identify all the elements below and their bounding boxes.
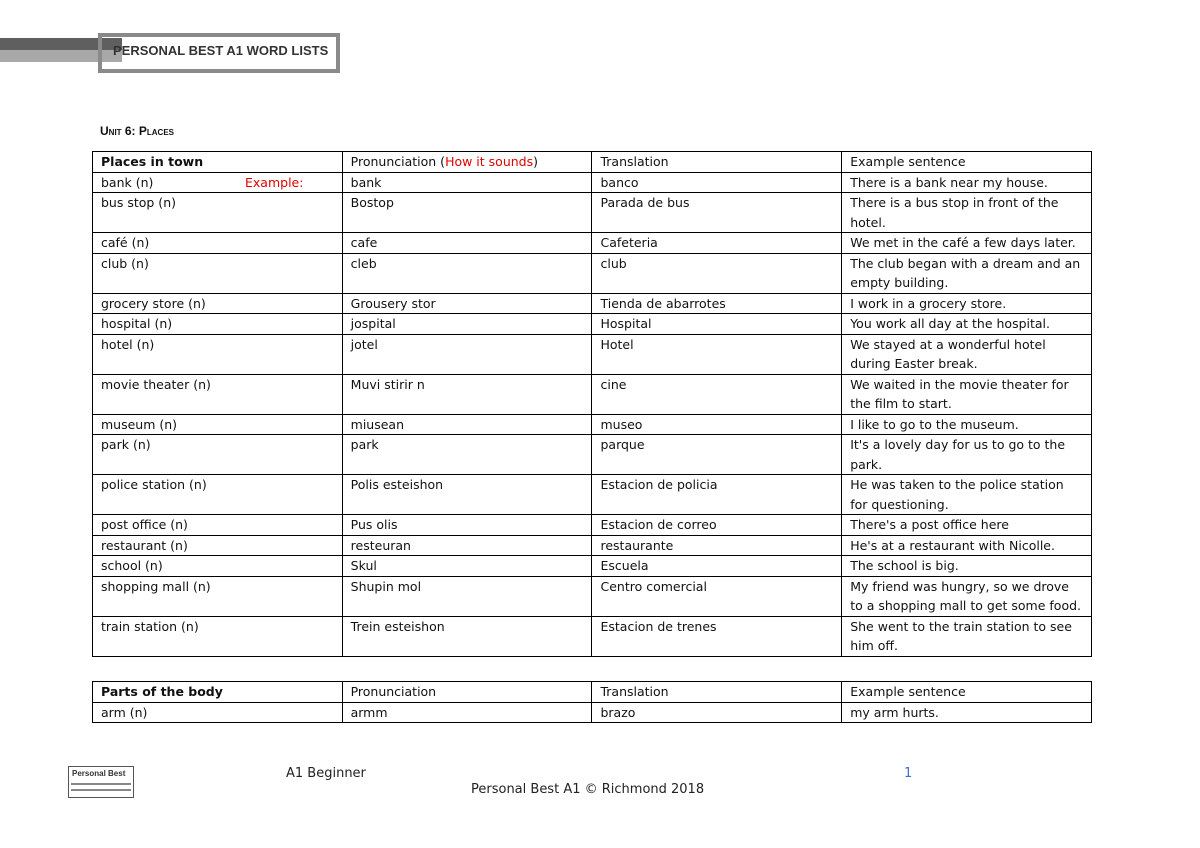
cell-text: club xyxy=(600,255,627,271)
header-cell: Example sentence xyxy=(842,152,1092,173)
table-cell xyxy=(592,233,842,254)
cell-text: We waited in the movie theater for the film to start. xyxy=(850,376,1069,411)
table-cell xyxy=(93,576,343,616)
cell-text: cleb xyxy=(350,255,377,271)
header-cell xyxy=(342,152,592,173)
logo-text: Personal Best xyxy=(72,769,126,778)
table-cell xyxy=(842,515,1092,536)
example-label: Example: xyxy=(245,174,304,190)
cell-text: police station (n) xyxy=(101,477,207,492)
cell-text: Estacion de trenes xyxy=(600,618,717,634)
table-row xyxy=(93,616,1092,656)
table-row xyxy=(93,374,1092,414)
cell-text: arm (n) xyxy=(101,704,148,720)
table-cell xyxy=(592,193,842,233)
cell-text: Trein esteishon xyxy=(350,618,445,634)
table-row xyxy=(93,172,1092,193)
cell-text: Cafeteria xyxy=(600,235,658,250)
table-cell xyxy=(93,334,343,374)
table-cell xyxy=(592,172,842,193)
table-row xyxy=(93,435,1092,475)
table-cell xyxy=(93,515,343,536)
cell-text: cafe xyxy=(350,235,378,250)
table-cell xyxy=(342,475,592,515)
table-cell xyxy=(342,435,592,475)
table-row xyxy=(93,253,1092,293)
table-cell xyxy=(592,515,842,536)
table-cell xyxy=(93,193,343,233)
cell-text: Polis esteishon xyxy=(350,477,444,492)
table-cell xyxy=(592,253,842,293)
table-cell xyxy=(842,535,1092,556)
table-cell xyxy=(842,616,1092,656)
table-cell xyxy=(592,293,842,314)
cell-text: hotel (n) xyxy=(101,336,155,352)
cell-text: I work in a grocery store. xyxy=(850,295,1007,311)
cell-text: movie theater (n) xyxy=(101,376,211,392)
table-cell xyxy=(93,616,343,656)
cell-text: miusean xyxy=(350,416,405,432)
cell-text: The club began with a dream and an empty building. xyxy=(850,255,1081,290)
table-cell xyxy=(842,233,1092,254)
cell-text: Hotel xyxy=(600,336,634,352)
table-cell xyxy=(342,556,592,577)
cell-text: restaurant (n) xyxy=(101,537,188,553)
footer-copyright: Personal Best A1 © Richmond 2018 xyxy=(471,782,705,797)
table-cell xyxy=(342,374,592,414)
table-header-row xyxy=(93,152,1092,173)
table-row xyxy=(93,334,1092,374)
table-cell xyxy=(342,334,592,374)
table-row xyxy=(93,702,1092,723)
cell-text: We met in the café a few days later. xyxy=(850,235,1076,250)
cell-text: cine xyxy=(600,376,627,392)
table-cell xyxy=(592,435,842,475)
table-cell xyxy=(842,314,1092,335)
cell-text: parque xyxy=(600,437,645,452)
cell-text: jotel xyxy=(350,336,378,352)
table-cell xyxy=(93,475,343,515)
cell-text: bank (n) xyxy=(101,174,154,190)
table-cell xyxy=(342,702,592,723)
cell-text: brazo xyxy=(600,704,636,720)
cell-text: club (n) xyxy=(101,255,149,271)
cell-text: park (n) xyxy=(101,437,151,452)
table-cell xyxy=(592,374,842,414)
table-cell xyxy=(93,293,343,314)
table-cell xyxy=(842,435,1092,475)
table-cell xyxy=(93,414,343,435)
cell-text: There is a bank near my house. xyxy=(850,174,1048,190)
cell-text: Pus olis xyxy=(350,517,398,532)
header-cell: Parts of the body xyxy=(93,682,343,703)
cell-text: post office (n) xyxy=(101,517,188,532)
table-cell xyxy=(592,556,842,577)
document-title: PERSONAL BEST A1 WORD LISTS xyxy=(113,43,329,58)
table-cell xyxy=(592,576,842,616)
cell-text: Estacion de policia xyxy=(600,477,718,492)
table-cell xyxy=(842,414,1092,435)
table-cell xyxy=(342,515,592,536)
table-row xyxy=(93,535,1092,556)
cell-text: train station (n) xyxy=(101,618,199,634)
body-parts-table xyxy=(92,681,1092,723)
table-cell xyxy=(842,556,1092,577)
table-cell xyxy=(842,293,1092,314)
table-cell xyxy=(93,314,343,335)
cell-text: hospital (n) xyxy=(101,316,173,331)
table-row xyxy=(93,414,1092,435)
table-cell xyxy=(342,616,592,656)
table-cell xyxy=(93,556,343,577)
cell-text: I like to go to the museum. xyxy=(850,416,1019,432)
header-cell: Translation xyxy=(592,682,842,703)
header-cell: Example sentence xyxy=(842,682,1092,703)
table-cell xyxy=(93,435,343,475)
header-cell: Pronunciation xyxy=(342,682,592,703)
table-cell xyxy=(592,535,842,556)
cell-text: resteuran xyxy=(350,537,411,553)
cell-text: Muvi stirir n xyxy=(350,376,425,392)
table-cell xyxy=(842,576,1092,616)
table-cell xyxy=(93,253,343,293)
cell-text: Tienda de abarrotes xyxy=(600,295,726,311)
cell-text: We stayed at a wonderful hotel during Easter break. xyxy=(850,336,1046,371)
header-note: How it sounds xyxy=(445,154,534,169)
cell-text: banco xyxy=(600,174,639,190)
cell-text: There's a post office here xyxy=(850,517,1009,532)
header-cell: Places in town xyxy=(93,152,343,173)
table-cell xyxy=(592,702,842,723)
table-row xyxy=(93,233,1092,254)
table-cell xyxy=(592,475,842,515)
cell-text: It's a lovely day for us to go to the park. xyxy=(850,437,1066,472)
cell-text: He was taken to the police station for questioning. xyxy=(850,477,1064,512)
cell-text: He's at a restaurant with Nicolle. xyxy=(850,537,1055,553)
table-cell xyxy=(342,576,592,616)
table-cell xyxy=(842,193,1092,233)
personal-best-logo xyxy=(68,766,134,798)
cell-text: jospital xyxy=(350,316,396,331)
cell-text: There is a bus stop in front of the hotel. xyxy=(850,195,1059,230)
table-cell xyxy=(93,702,343,723)
header-text: Pronunciation ( xyxy=(350,154,446,169)
cell-text: Hospital xyxy=(600,316,652,331)
header-cell: Translation xyxy=(592,152,842,173)
cell-text: museo xyxy=(600,416,643,432)
cell-text: Grousery stor xyxy=(350,295,436,311)
cell-text: park xyxy=(350,437,379,452)
table-cell xyxy=(342,414,592,435)
table-row xyxy=(93,293,1092,314)
table-cell xyxy=(842,334,1092,374)
places-table xyxy=(92,151,1092,657)
table-row xyxy=(93,576,1092,616)
cell-text: armm xyxy=(350,704,388,720)
cell-text: restaurante xyxy=(600,537,674,553)
cell-text: Estacion de correo xyxy=(600,517,717,532)
table-row xyxy=(93,193,1092,233)
table-row xyxy=(93,475,1092,515)
table-cell xyxy=(842,172,1092,193)
table-cell xyxy=(842,374,1092,414)
table-cell xyxy=(342,233,592,254)
cell-text: The school is big. xyxy=(850,558,959,573)
cell-text: bus stop (n) xyxy=(101,195,176,210)
table-cell xyxy=(592,616,842,656)
table-cell xyxy=(93,374,343,414)
unit-heading: Unit 6: Places xyxy=(100,124,175,138)
table-row xyxy=(93,314,1092,335)
table-row xyxy=(93,515,1092,536)
header-text: ) xyxy=(533,154,538,169)
cell-text: Centro comercial xyxy=(600,578,707,594)
table-cell xyxy=(842,475,1092,515)
table-cell xyxy=(93,172,343,193)
table-cell xyxy=(342,535,592,556)
cell-text: bank xyxy=(350,174,382,190)
cell-text: My friend was hungry, so we drove to a shopping mall to get some food. xyxy=(850,578,1081,613)
cell-text: Bostop xyxy=(350,195,394,210)
table-cell xyxy=(842,253,1092,293)
cell-text: my arm hurts. xyxy=(850,704,939,720)
table-cell xyxy=(342,314,592,335)
cell-text: grocery store (n) xyxy=(101,295,206,311)
table-cell xyxy=(342,293,592,314)
table-cell xyxy=(842,702,1092,723)
cell-text: Skul xyxy=(350,558,377,573)
table-cell xyxy=(592,314,842,335)
footer-level: A1 Beginner xyxy=(286,766,366,781)
cell-text: She went to the train station to see him off. xyxy=(850,618,1072,653)
table-cell xyxy=(342,193,592,233)
cell-text: Parada de bus xyxy=(600,195,690,210)
table-cell xyxy=(342,172,592,193)
table-cell xyxy=(342,253,592,293)
table-cell xyxy=(93,535,343,556)
cell-text: You work all day at the hospital. xyxy=(850,316,1051,331)
cell-text: shopping mall (n) xyxy=(101,578,211,594)
table-cell xyxy=(592,414,842,435)
cell-text: café (n) xyxy=(101,235,150,250)
cell-text: Shupin mol xyxy=(350,578,422,594)
cell-text: school (n) xyxy=(101,558,163,573)
table-header-row xyxy=(93,682,1092,703)
cell-text: Escuela xyxy=(600,558,649,573)
table-cell xyxy=(592,334,842,374)
cell-text: museum (n) xyxy=(101,416,178,432)
table-row xyxy=(93,556,1092,577)
page-number: 1 xyxy=(904,766,913,781)
table-cell xyxy=(93,233,343,254)
